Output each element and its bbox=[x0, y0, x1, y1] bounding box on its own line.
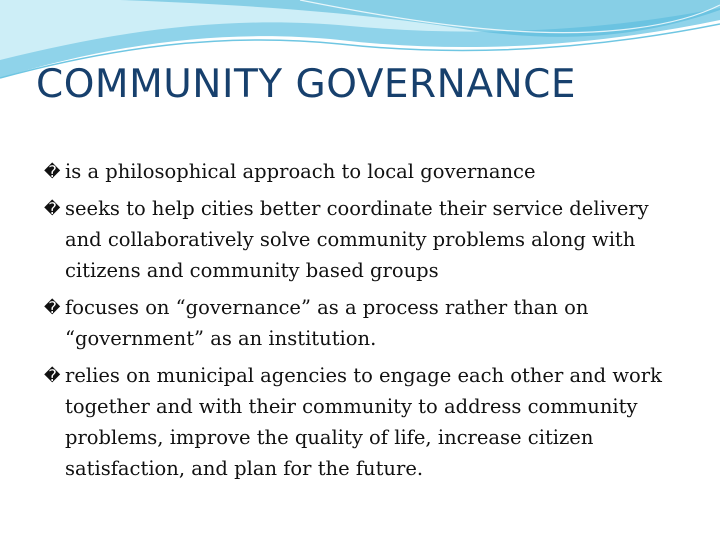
bullet-text: is a philosophical approach to local governance bbox=[65, 160, 536, 183]
bullet-list bbox=[44, 156, 684, 490]
bullet-marker-icon: � bbox=[44, 298, 61, 317]
bullet-marker-icon: � bbox=[44, 199, 61, 218]
bullet-marker-icon: � bbox=[44, 162, 61, 181]
bullet-item bbox=[44, 156, 684, 187]
bullet-item bbox=[44, 193, 684, 286]
bullet-item bbox=[44, 360, 684, 484]
slide-title: COMMUNITY GOVERNANCE bbox=[36, 62, 577, 107]
bullet-item bbox=[44, 292, 684, 354]
bullet-text: seeks to help cities better coordinate their service delivery and collaboratively solve community problems along with citizens and community based groups bbox=[65, 197, 649, 282]
bullet-text: focuses on “governance” as a process rather than on “government” as an institution. bbox=[65, 296, 589, 350]
bullet-text: relies on municipal agencies to engage each other and work together and with their community to address community problems, improve the quality of life, increase citizen satisfaction, and plan for the future. bbox=[65, 364, 662, 480]
bullet-marker-icon: � bbox=[44, 366, 61, 385]
